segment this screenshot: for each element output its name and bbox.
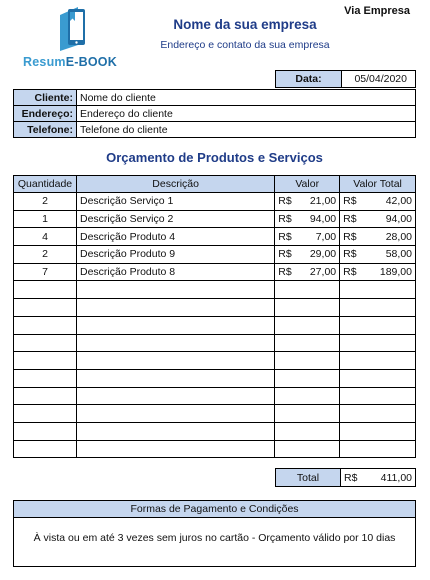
table-row: [14, 246, 416, 264]
currency-symbol: R$: [343, 248, 357, 261]
empty-cell[interactable]: [76, 334, 274, 352]
value-cell[interactable]: [275, 193, 340, 211]
value-cell[interactable]: [275, 246, 340, 264]
empty-cell[interactable]: [275, 440, 340, 458]
date-value[interactable]: 05/04/2020: [342, 71, 416, 88]
currency-symbol: R$: [343, 230, 357, 243]
empty-table-row: [14, 299, 416, 317]
logo-wordmark: ResumE-BOOK: [23, 55, 117, 69]
empty-cell[interactable]: [275, 387, 340, 405]
value-amount: 27,00: [309, 266, 337, 279]
total-amount: 94,00: [385, 213, 412, 226]
empty-cell[interactable]: [340, 299, 416, 317]
date-label: Data:: [276, 71, 342, 88]
items-body: [14, 193, 416, 458]
quantity-cell[interactable]: 1: [14, 210, 77, 228]
value-cell[interactable]: [275, 210, 340, 228]
client-info-table: [13, 89, 416, 138]
quantity-cell[interactable]: 2: [14, 246, 77, 264]
client-address-value[interactable]: Endereço do cliente: [77, 106, 416, 122]
total-amount: 189,00: [379, 266, 412, 279]
quantity-cell[interactable]: 7: [14, 263, 77, 281]
empty-table-row: [14, 352, 416, 370]
quantity-cell[interactable]: 4: [14, 228, 77, 246]
col-header-quantity: Quantidade: [14, 176, 77, 193]
empty-cell[interactable]: [275, 422, 340, 440]
empty-cell[interactable]: [76, 281, 274, 299]
quote-title: Orçamento de Produtos e Serviços: [106, 150, 323, 165]
empty-cell[interactable]: [14, 299, 77, 317]
value-cell[interactable]: [275, 263, 340, 281]
currency-symbol: R$: [343, 213, 357, 226]
table-row: [14, 263, 416, 281]
empty-cell[interactable]: [76, 387, 274, 405]
quantity-cell[interactable]: 2: [14, 193, 77, 211]
copy-label: Via Empresa: [344, 5, 410, 17]
empty-table-row: [14, 334, 416, 352]
currency-symbol: R$: [278, 248, 292, 261]
empty-cell[interactable]: [14, 422, 77, 440]
empty-table-row: [14, 440, 416, 458]
currency-symbol: R$: [343, 266, 357, 279]
total-amount: 411,00: [380, 471, 412, 484]
empty-cell[interactable]: [275, 369, 340, 387]
total-amount: 28,00: [385, 230, 412, 243]
total-amount: 58,00: [385, 248, 412, 261]
currency-symbol: R$: [278, 213, 292, 226]
value-cell[interactable]: [275, 228, 340, 246]
empty-cell[interactable]: [275, 316, 340, 334]
empty-cell[interactable]: [340, 440, 416, 458]
total-cell[interactable]: [340, 210, 416, 228]
payment-terms-title: Formas de Pagamento e Condições: [14, 501, 415, 518]
col-header-total: Valor Total: [340, 176, 416, 193]
client-phone-value[interactable]: Telefone do cliente: [77, 122, 416, 138]
payment-terms-box: [13, 500, 416, 567]
table-row: [14, 210, 416, 228]
empty-cell[interactable]: [14, 352, 77, 370]
empty-cell[interactable]: [275, 352, 340, 370]
currency-symbol: R$: [278, 230, 292, 243]
empty-cell[interactable]: [76, 422, 274, 440]
client-phone-label: Telefone:: [14, 122, 77, 138]
empty-cell[interactable]: [340, 369, 416, 387]
date-table: [275, 70, 416, 88]
total-table: [275, 468, 416, 487]
empty-cell[interactable]: [275, 405, 340, 423]
table-row: [14, 193, 416, 211]
empty-cell[interactable]: [76, 440, 274, 458]
total-cell[interactable]: [340, 193, 416, 211]
empty-cell[interactable]: [14, 316, 77, 334]
description-cell[interactable]: Descrição Serviço 2: [76, 210, 274, 228]
empty-cell[interactable]: [275, 299, 340, 317]
total-amount: 42,00: [385, 195, 412, 208]
currency-symbol: R$: [278, 266, 292, 279]
currency-symbol: R$: [343, 195, 357, 208]
value-amount: 7,00: [315, 230, 337, 243]
empty-table-row: [14, 316, 416, 334]
company-logo: [18, 5, 122, 71]
total-cell[interactable]: [340, 246, 416, 264]
total-value: [341, 469, 416, 487]
currency-symbol: R$: [278, 195, 292, 208]
empty-cell[interactable]: [76, 316, 274, 334]
empty-table-row: [14, 387, 416, 405]
client-name-label: Cliente:: [14, 90, 77, 106]
description-cell[interactable]: Descrição Produto 8: [76, 263, 274, 281]
items-table: [13, 175, 416, 458]
empty-cell[interactable]: [76, 352, 274, 370]
empty-cell[interactable]: [14, 387, 77, 405]
value-amount: 29,00: [309, 248, 337, 261]
empty-table-row: [14, 422, 416, 440]
total-cell[interactable]: [340, 228, 416, 246]
company-contact: Endereço e contato da sua empresa: [160, 39, 330, 51]
empty-cell[interactable]: [275, 334, 340, 352]
description-cell[interactable]: Descrição Produto 4: [76, 228, 274, 246]
client-address-label: Endereço:: [14, 106, 77, 122]
table-row: [14, 228, 416, 246]
empty-cell[interactable]: [76, 369, 274, 387]
empty-cell[interactable]: [14, 405, 77, 423]
empty-cell[interactable]: [340, 387, 416, 405]
empty-cell[interactable]: [14, 369, 77, 387]
empty-cell[interactable]: [14, 440, 77, 458]
empty-cell[interactable]: [14, 281, 77, 299]
value-amount: 21,00: [309, 195, 337, 208]
empty-cell[interactable]: [340, 334, 416, 352]
empty-cell[interactable]: [340, 281, 416, 299]
empty-cell[interactable]: [275, 281, 340, 299]
empty-cell[interactable]: [14, 334, 77, 352]
empty-cell[interactable]: [340, 405, 416, 423]
total-cell[interactable]: [340, 263, 416, 281]
empty-cell[interactable]: [76, 405, 274, 423]
empty-cell[interactable]: [340, 422, 416, 440]
empty-table-row: [14, 369, 416, 387]
col-header-value: Valor: [275, 176, 340, 193]
total-currency: R$: [344, 471, 358, 484]
value-amount: 94,00: [309, 213, 337, 226]
col-header-description: Descrição: [76, 176, 274, 193]
company-name: Nome da sua empresa: [173, 17, 317, 32]
empty-cell[interactable]: [76, 299, 274, 317]
description-cell[interactable]: Descrição Produto 9: [76, 246, 274, 264]
empty-cell[interactable]: [340, 352, 416, 370]
total-label: Total: [276, 469, 341, 487]
book-tablet-icon: [58, 5, 88, 53]
description-cell[interactable]: Descrição Serviço 1: [76, 193, 274, 211]
empty-table-row: [14, 281, 416, 299]
empty-cell[interactable]: [340, 316, 416, 334]
empty-table-row: [14, 405, 416, 423]
client-name-value[interactable]: Nome do cliente: [77, 90, 416, 106]
payment-terms-text[interactable]: À vista ou em até 3 vezes sem juros no cartão - Orçamento válido por 10 dias: [33, 532, 396, 544]
